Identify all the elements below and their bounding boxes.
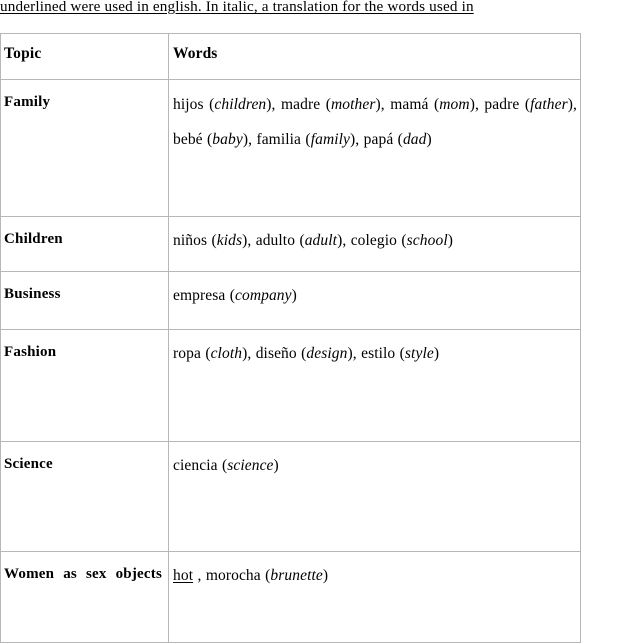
table-row: [1, 272, 581, 330]
words-cell-business: [169, 272, 581, 330]
column-header-words-cell: [169, 34, 581, 80]
topic-cell-women-as-sex-objects: [1, 552, 169, 643]
words-cell-science: [169, 442, 581, 552]
words-cell-children: [169, 217, 581, 272]
topic-label-science: Science: [4, 456, 53, 472]
topic-cell-children: [1, 217, 169, 272]
column-header-words: Words: [173, 45, 218, 62]
words-list-children: niños (kids), adulto (adult), colegio (school): [173, 232, 453, 249]
topic-cell-science: [1, 442, 169, 552]
words-list-women-as-sex-objects: hot , morocha (brunette): [173, 567, 329, 584]
topic-label-fashion: Fashion: [4, 344, 57, 360]
words-list-family: hijos (children), madre (mother), mamá (mom), padre (father), bebé (baby), familia (family), papá (dad): [173, 96, 577, 148]
table-row: [1, 330, 581, 442]
words-list-science: ciencia (science): [173, 457, 279, 474]
table-row: [1, 552, 581, 643]
caption-line: underlined were used in english. In italic, a translation for the words used in: [0, 0, 474, 15]
topic-label-women-as-sex-objects: Women as sex objects: [4, 566, 162, 582]
topic-cell-family: [1, 80, 169, 217]
topic-cell-business: [1, 272, 169, 330]
table-row: [1, 80, 581, 217]
underlined-term-hot: hot: [173, 567, 194, 584]
topic-label-business: Business: [4, 286, 61, 302]
topic-cell-fashion: [1, 330, 169, 442]
words-cell-family: [169, 80, 581, 217]
table-row: [1, 442, 581, 552]
table-header-row: [1, 34, 581, 80]
words-list-fashion: ropa (cloth), diseño (design), estilo (style): [173, 345, 440, 362]
topic-label-family: Family: [4, 94, 51, 110]
column-header-topic-cell: [1, 34, 169, 80]
topic-words-table: [0, 33, 581, 643]
table-row: [1, 217, 581, 272]
words-list-business: empresa (company): [173, 287, 297, 304]
words-cell-women-as-sex-objects: [169, 552, 581, 643]
topic-label-children: Children: [4, 231, 63, 247]
column-header-topic: Topic: [4, 45, 42, 62]
words-table-container: [0, 33, 580, 643]
caption-text-clipped: [0, 0, 640, 19]
words-cell-fashion: [169, 330, 581, 442]
